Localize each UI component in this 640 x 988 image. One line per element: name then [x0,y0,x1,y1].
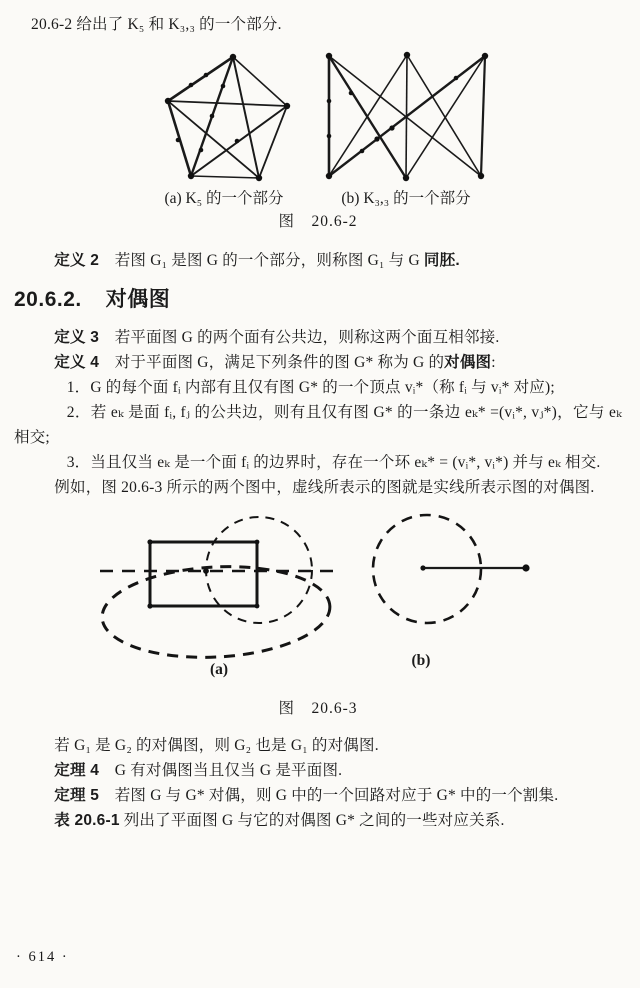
figure-20-6-3 [14,504,622,721]
table-reference-label: 表 20.6-1 [54,812,120,829]
k5-subdivision-vertex [204,73,209,78]
k33-subdivision-vertex [327,99,332,104]
k33-vertex [478,173,484,179]
rectangle-corner-vertex [255,604,260,609]
figure-20-6-2 [14,43,622,234]
theorem-4-label: 定理 4 [54,762,100,779]
dual-graph-figure [14,504,626,689]
dual-example-b [373,515,530,623]
intro-paragraph: 20.6-2 给出了 K₅ 和 K₃,₃ 的一个部分. [31,16,282,33]
figure-3a-label: (a) [209,661,229,678]
k33-edge [481,56,485,176]
k33-subdivision-vertex [389,125,394,130]
k33-vertex [404,52,410,58]
condition-item-2: 2．若 eₖ 是面 fᵢ, fⱼ 的公共边，则有且仅有图 G* 的一条边 eₖ* =(vᵢ*, vⱼ*)，它与 eₖ 相交; [14,404,622,446]
k33-subdivision-vertex [360,149,365,154]
k5-subdivision-vertex [221,84,226,89]
k5-subdivision-vertex [235,139,240,144]
rectangle-corner-vertex [255,540,260,545]
section-number: 20.6.2. [14,288,82,311]
theorem-5-paragraph [14,783,622,808]
k33-vertex [482,53,488,59]
figure-2-caption: 图 20.6-2 [278,213,358,230]
table-reference-text: 列出了平面图 G 与它的对偶图 G* 之间的一些对应关系. [119,812,505,829]
k5-subdivision-vertex [189,83,194,88]
k5-k33-graphs-figure [14,43,626,208]
definition-4-tail: : [491,354,496,371]
definition-2-label: 定义 2 [54,252,100,269]
figure-2b-label: (b) K₃,₃ 的一个部分 [341,190,471,207]
k5-subdivision-vertex [199,148,204,153]
dual-vertex-dot [203,568,209,574]
k5-subdivision-vertex [176,138,181,143]
figure-3-caption: 图 20.6-3 [278,700,358,717]
example-paragraph: 例如，图 20.6-3 所示的两个图中，虚线所表示的图就是实线所表示图的对偶图. [54,479,595,496]
k33-vertex [403,175,409,181]
figure-2a-label: (a) K₅ 的一个部分 [164,190,284,207]
page-number: · 614 · [16,949,69,965]
definition-2-paragraph [14,248,622,273]
dual-symmetry-paragraph: 若 G₁ 是 G₂ 的对偶图，则 G₂ 也是 G₁ 的对偶图. [54,737,379,754]
k5-edge [168,57,233,101]
k33-vertex [326,173,332,179]
section-title: 对偶图 [105,288,171,311]
circle-center-vertex [420,565,425,570]
k33-vertex [326,53,332,59]
k5-graph [165,54,290,181]
pendant-edge-endpoint [522,564,529,571]
k33-subdivision-vertex [374,136,379,141]
rectangle-corner-vertex [147,539,152,544]
k5-edge [168,101,287,106]
definition-2-term: 同胚. [423,252,460,269]
rectangle-corner-vertex [147,603,152,608]
k5-vertex [284,103,290,109]
k5-vertex [165,98,171,104]
definition-4-label: 定义 4 [54,354,100,371]
condition-item-1: 1．G 的每个面 fᵢ 内部有且仅有图 G* 的一个顶点 vᵢ*（称 fᵢ 与 vᵢ* 对应); [66,379,555,396]
definition-3-label: 定义 3 [54,329,100,346]
k33-subdivision-vertex [454,76,459,81]
definition-3-paragraph [14,325,622,350]
k5-edge [191,176,259,178]
k5-vertex [188,173,194,179]
condition-item-3: 3．当且仅当 eₖ 是一个面 fᵢ 的边界时，存在一个环 eₖ* = (vᵢ*, vᵢ*) 并与 eₖ 相交. [66,454,601,471]
k33-edge [406,56,485,178]
k5-vertex [230,54,236,60]
k33-subdivision-vertex [349,91,354,96]
definition-2-text: 若图 G₁ 是图 G 的一个部分，则称图 G₁ 与 G [99,252,424,269]
definition-4-text: 对于平面图 G，满足下列条件的图 G* 称为 G 的 [99,354,445,371]
theorem-4-text: G 有对偶图当且仅当 G 是平面图. [99,762,343,779]
theorem-4-paragraph [14,758,622,783]
section-heading [14,285,622,315]
theorem-5-label: 定理 5 [54,787,100,804]
k33-graph [326,52,488,181]
dashed-outer-ellipse [100,561,332,663]
definition-3-text: 若平面图 G 的两个面有公共边，则称这两个面互相邻接. [99,329,500,346]
definition-4-term: 对偶图 [444,354,492,371]
dual-example-a [100,517,334,663]
definition-4-paragraph [14,350,622,375]
k5-vertex [256,175,262,181]
figure-3b-label: (b) [411,652,431,669]
table-reference-paragraph [14,808,622,833]
k33-subdivision-vertex [327,134,332,139]
k5-subdivision-vertex [210,114,215,119]
theorem-5-text: 若图 G 与 G* 对偶，则 G 中的一个回路对应于 G* 中的一个割集. [99,787,559,804]
